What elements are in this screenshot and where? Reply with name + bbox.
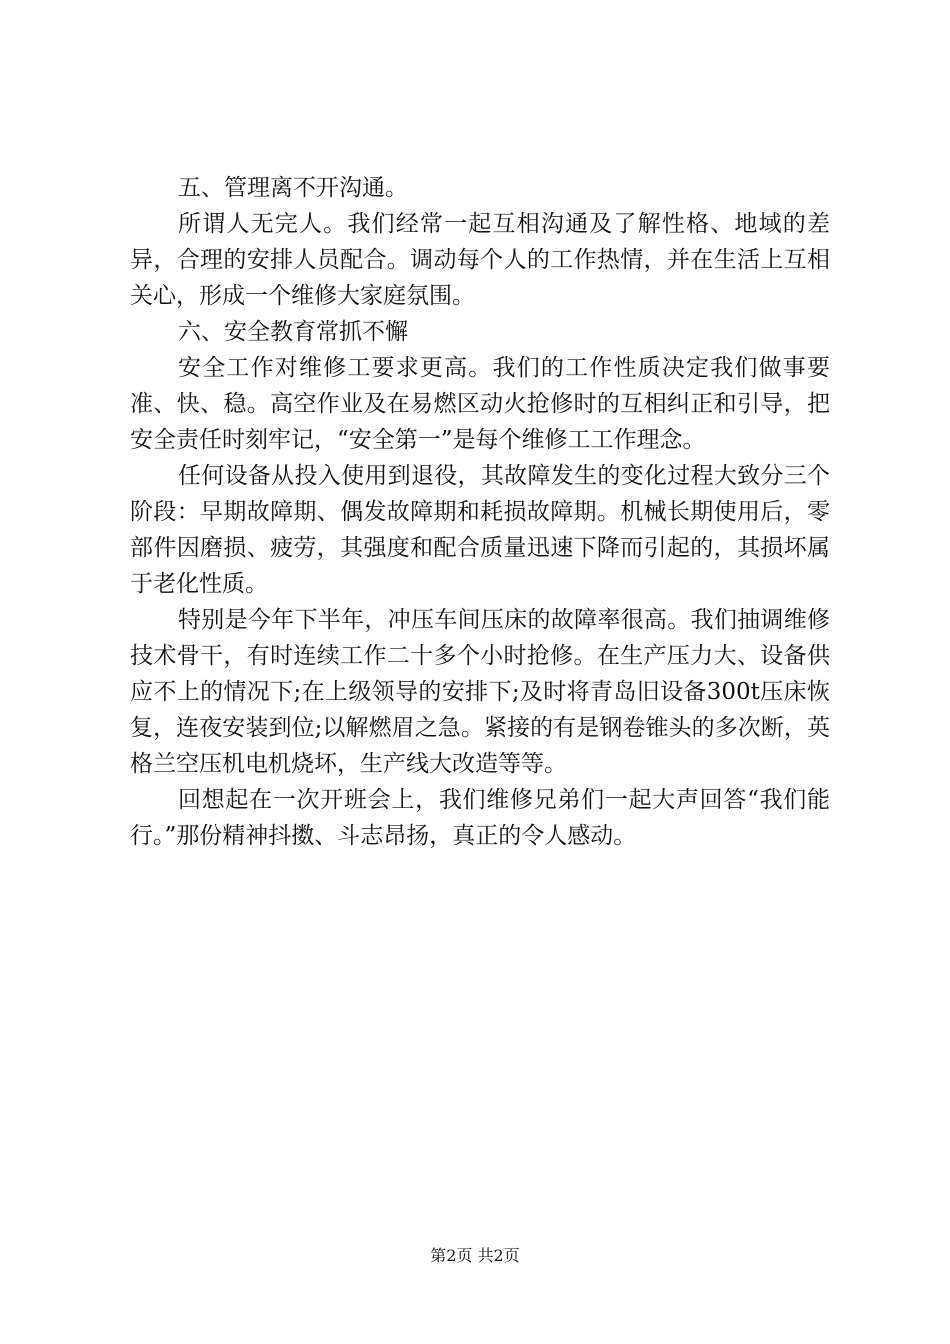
paragraph-press-repair: 特别是今年下半年，冲压车间压床的故障率很高。我们抽调维修技术骨干，有时连续工作二十多个小时抢修。在生产压力大、设备供应不上的情况下;在上级领导的安排下;及时将青岛旧设备300t压床恢复，连夜安装到位;以解燃眉之急。紧接的有是钢卷锥头的多次断，英格兰空压机电机烧坏，生产线大改造等等。 (130, 607, 830, 777)
paragraph-safety: 安全工作对维修工要求更高。我们的工作性质决定我们做事要准、快、稳。高空作业及在易燃区动火抢修时的互相纠正和引导，把安全责任时刻牢记，“安全第一”是每个维修工工作理念。 (130, 355, 830, 453)
section-heading-5: 五、管理离不开沟通。 (178, 175, 408, 201)
paragraph-team-spirit: 回想起在一次开班会上，我们维修兄弟们一起大声回答“我们能行。”那份精神抖擞、斗志昂扬，真正的令人感动。 (130, 787, 830, 849)
page-number-footer: 第2页 共2页 (430, 1246, 520, 1265)
paragraph-equipment-failure: 任何设备从投入使用到退役，其故障发生的变化过程大致分三个阶段：早期故障期、偶发故障期和耗损故障期。机械长期使用后，零部件因磨损、疲劳，其强度和配合质量迅速下降而引起的，其损坏属于老化性质。 (130, 463, 830, 597)
paragraph-communication: 所谓人无完人。我们经常一起互相沟通及了解性格、地域的差异，合理的安排人员配合。调动每个人的工作热情，并在生活上互相关心，形成一个维修大家庭氛围。 (130, 211, 830, 309)
document-body (130, 170, 830, 854)
section-heading-6: 六、安全教育常抓不懈 (178, 319, 408, 345)
